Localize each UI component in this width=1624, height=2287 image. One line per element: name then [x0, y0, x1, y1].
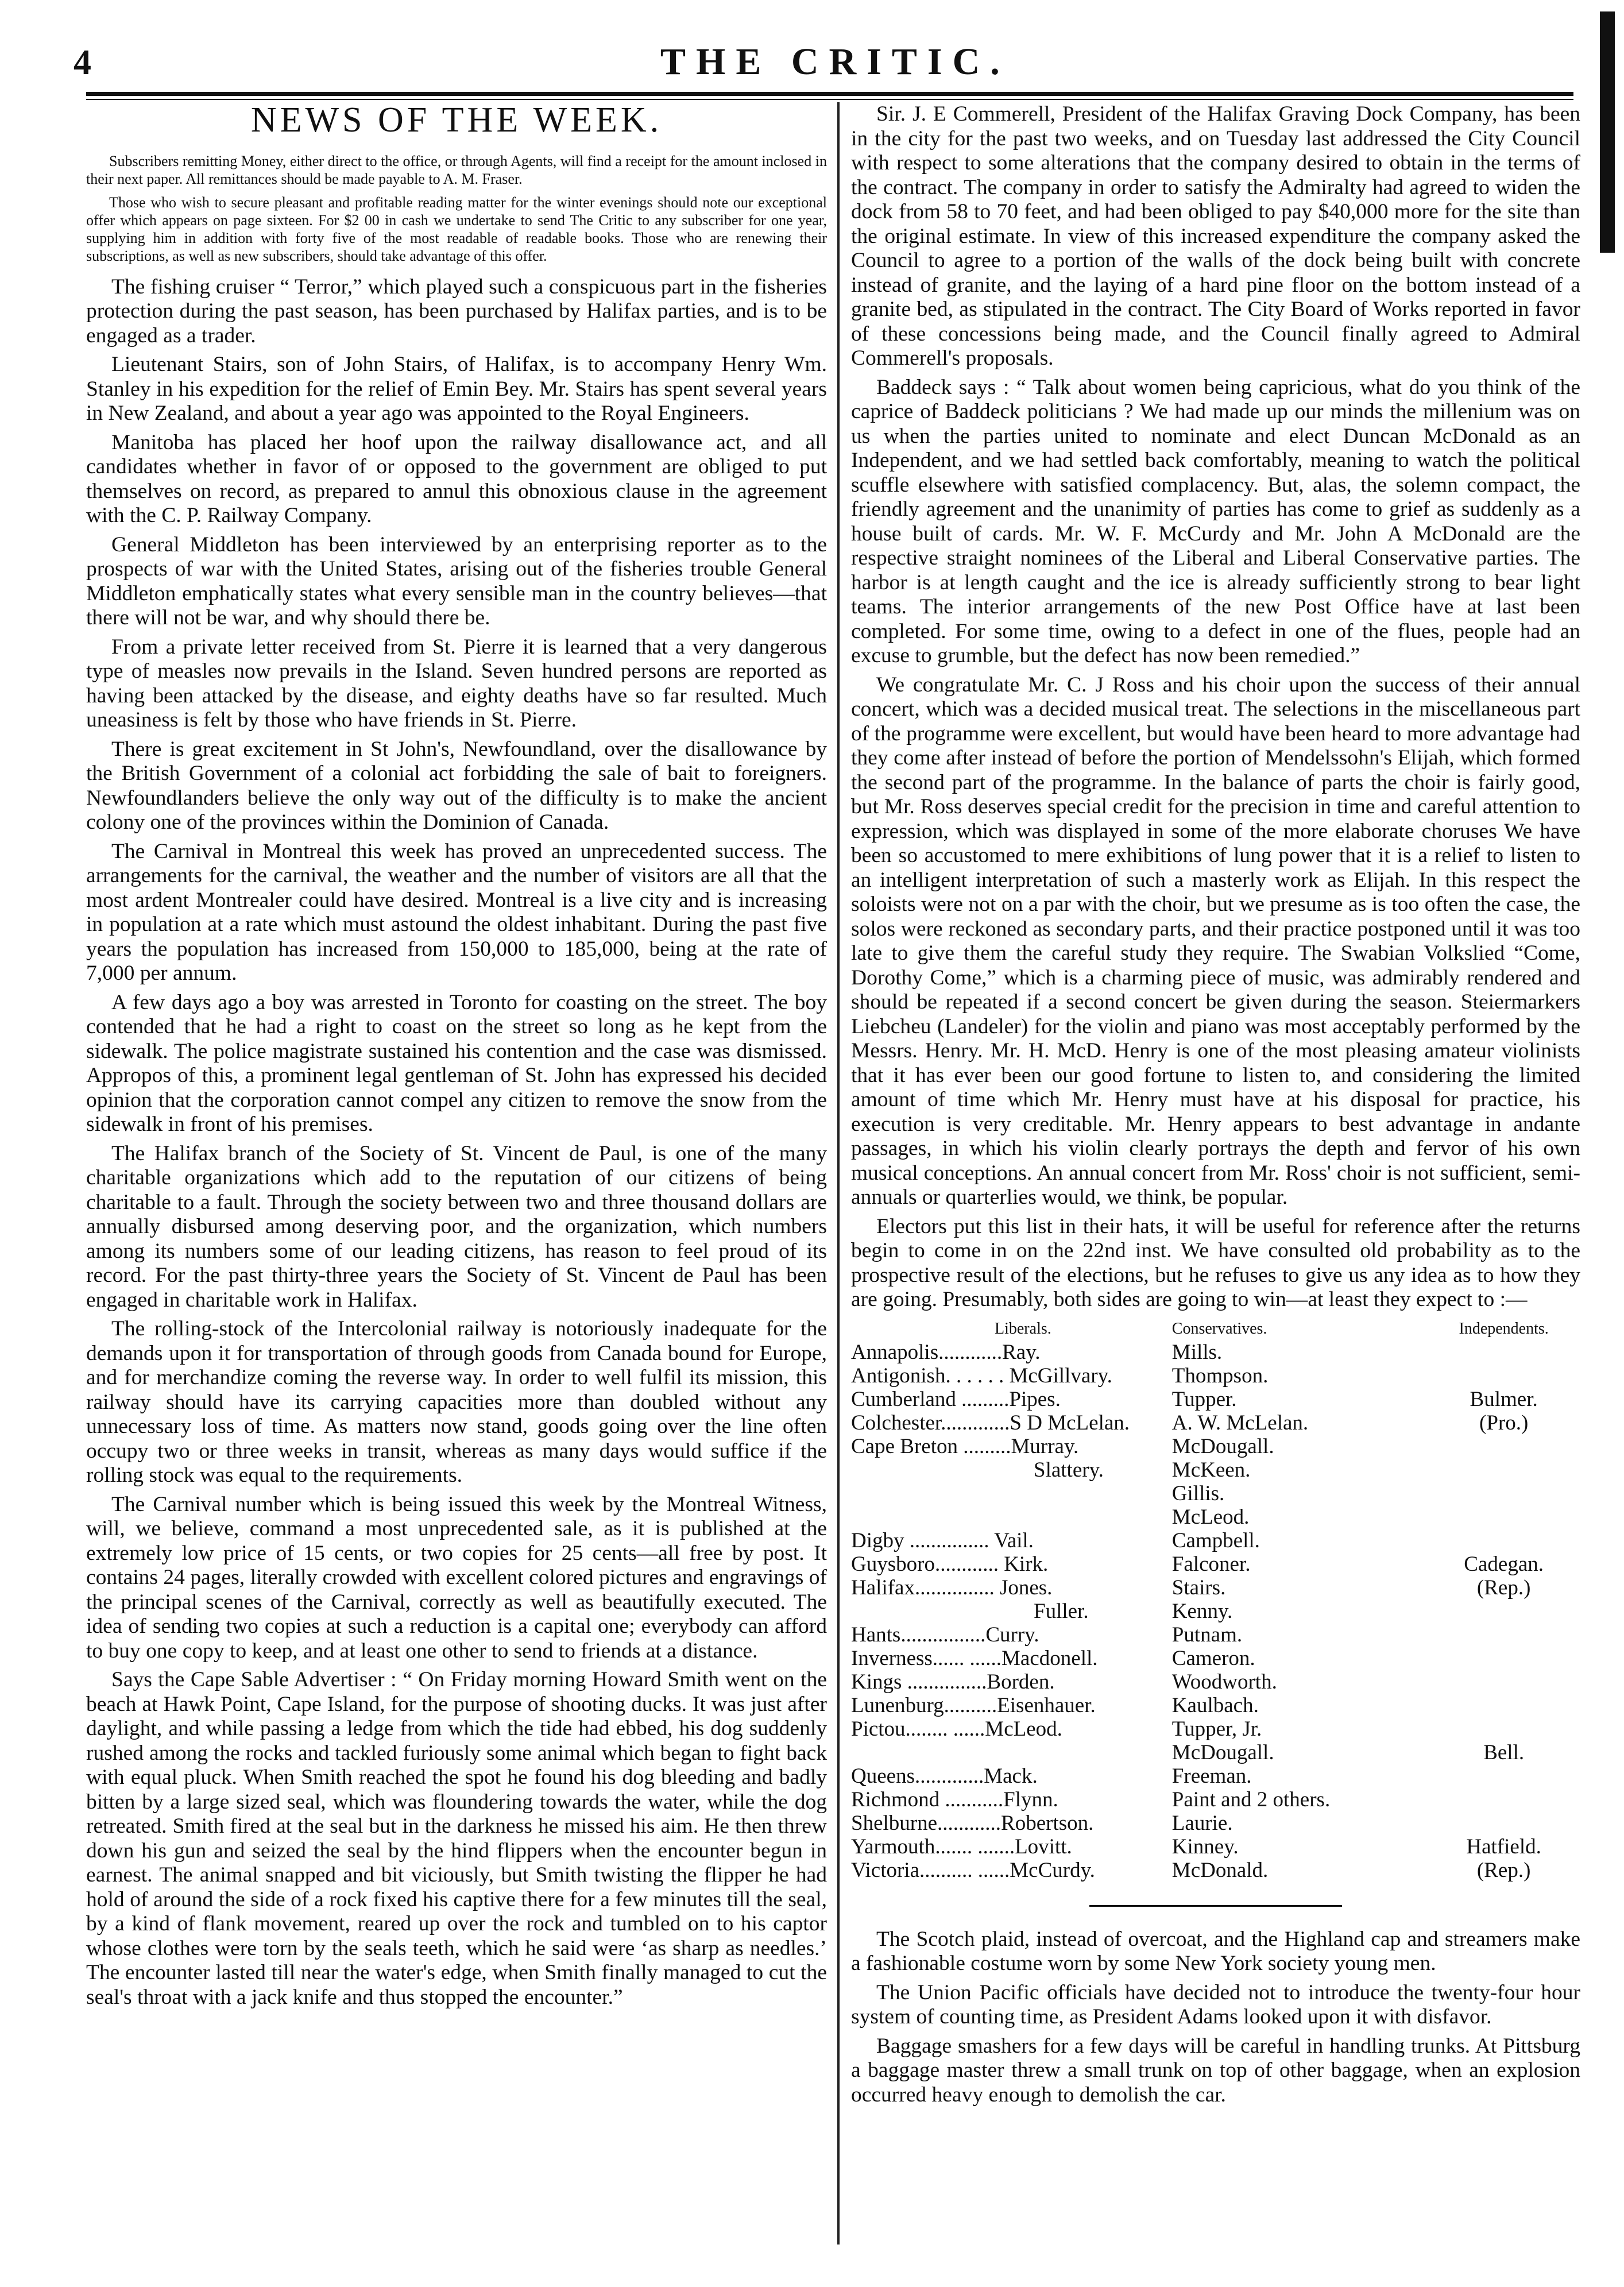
independent-cell: Bell.	[1483, 1740, 1525, 1764]
table-row	[851, 1411, 1580, 1435]
independent-cell	[1427, 1623, 1580, 1647]
table-row	[851, 1388, 1580, 1411]
independent-cell	[1427, 1435, 1580, 1458]
header-liberals: Liberals.	[995, 1319, 1051, 1338]
conservative-cell: Paint and 2 others.	[1171, 1787, 1331, 1811]
conservative-cell: Woodworth.	[1171, 1670, 1277, 1694]
independent-cell	[1427, 1811, 1580, 1835]
table-row	[851, 1435, 1580, 1458]
liberal-cell: Lunenburg..........Eisenhauer.	[851, 1693, 1096, 1717]
conservative-cell: McDougall.	[1171, 1740, 1274, 1764]
header-rule-thin	[86, 99, 1573, 100]
independent-cell	[1427, 1694, 1580, 1717]
independent-cell	[1427, 1788, 1580, 1811]
table-row	[851, 1623, 1580, 1647]
conservative-cell: Mills.	[1171, 1340, 1223, 1364]
masthead: THE CRITIC.	[660, 41, 1010, 83]
notice: Subscribers remitting Money, either direct to the office, or through Agents, will find a receipt for the amount inclosed in their next paper. All remittances should be made payable to A. M. Fraser.	[86, 152, 827, 187]
conservative-cell: McKeen.	[1171, 1458, 1251, 1482]
conservative-cell: Kinney.	[1171, 1834, 1239, 1859]
liberal-cell: Slattery.	[1034, 1458, 1104, 1482]
liberal-cell	[851, 1482, 1172, 1505]
table-row	[851, 1505, 1580, 1529]
liberal-cell: Cumberland .........Pipes.	[851, 1387, 1061, 1411]
conservative-cell: McDougall.	[1171, 1434, 1274, 1458]
table-row	[851, 1364, 1580, 1388]
liberal-cell: Hants................Curry.	[851, 1622, 1039, 1647]
news-paragraph: Lieutenant Stairs, son of John Stairs, of Halifax, is to accompany Henry Wm. Stanley in his expedition for the relief of Emin Bey. Mr. Stairs has spent several years in New Zealand, and about a year ago was appointed to the Royal Engineers.	[86, 353, 827, 425]
election-table	[851, 1317, 1580, 1882]
independent-cell: (Rep.)	[1476, 1858, 1531, 1882]
news-paragraph: Sir. J. E Commerell, President of the Halifax Graving Dock Company, has been in the city for the past two weeks, and on Tuesday last addressed the City Council with respect to some alterations that the company desired to obtain in the terms of the contract. The company in order to satisfy the Admiralty had agreed to widen the dock from 58 to 70 feet, and had been obliged to pay $40,000 more for the site than the original estimate. In view of this increased expenditure the company asked the Council to agree to a portion of the walls of the dock being built with concrete instead of granite, and the laying of a hard pine floor on the bottom instead of a granite bed, as stipulated in the contract. The City Board of Works reported in favor of these concessions being made, and the Council finally agreed to Admiral Commerell's proposals.	[851, 102, 1580, 370]
table-row	[851, 1717, 1580, 1741]
conservative-cell: Stairs.	[1171, 1575, 1226, 1600]
news-paragraph: General Middleton has been interviewed by an enterprising reporter as to the prospects of war with the United States, arising out of the fisheries trouble General Middleton emphatically states what every sensible man in the country believes—that there will not be war, and why should there be.	[86, 532, 827, 629]
conservative-cell: Cameron.	[1171, 1646, 1255, 1670]
liberal-cell: Yarmouth....... .......Lovitt.	[851, 1834, 1072, 1859]
news-paragraph: A few days ago a boy was arrested in Toronto for coasting on the street. The boy contended that he had a right to coast on the street so long as he kept from the sidewalk. The police magistrate sustained his contention and the case was dismissed. Appropos of this, a prominent legal gentleman of St. John has expressed his decided opinion that the corporation cannot compel any citizen to remove the snow from the sidewalk in front of his premises.	[86, 990, 827, 1136]
notice: Those who wish to secure pleasant and profitable reading matter for the winter evenings should note our exceptional offer which appears on page sixteen. For $2 00 in cash we undertake to send The Critic to any subscriber for one year, supplying him in addition with forty five of the most readable of readable books. Those who are renewing their subscriptions, as well as new subscribers, should take advantage of this offer.	[86, 194, 827, 264]
news-paragraph: Baggage smashers for a few days will be careful in handling trunks. At Pittsburg a baggage master threw a small trunk on top of other baggage, when an explosion occurred heavy enough to demolish the car.	[851, 2034, 1580, 2107]
conservative-cell: Falconer.	[1171, 1552, 1251, 1576]
table-row	[851, 1600, 1580, 1623]
conservative-cell: Campbell.	[1171, 1528, 1260, 1552]
independent-cell: Hatfield.	[1466, 1834, 1541, 1859]
liberal-cell: Antigonish. . . . . . McGillvary.	[851, 1363, 1112, 1388]
news-paragraph: The Scotch plaid, instead of overcoat, and the Highland cap and streamers make a fashionable costume worn by some New York society young men.	[851, 1927, 1580, 1975]
independent-cell	[1427, 1482, 1580, 1505]
liberal-cell: Halifax............... Jones.	[851, 1575, 1053, 1600]
table-row	[851, 1694, 1580, 1717]
liberal-cell: Pictou........ ......McLeod.	[851, 1717, 1062, 1741]
liberal-cell	[851, 1741, 1172, 1764]
liberal-cell	[851, 1505, 1172, 1529]
table-row	[851, 1482, 1580, 1505]
independent-cell	[1427, 1647, 1580, 1670]
news-paragraph: Manitoba has placed her hoof upon the railway disallowance act, and all candidates whether in favor of or opposed to the government are obliged to put themselves on record, as prepared to annul this obnoxious clause in the agreement with the C. P. Railway Company.	[86, 430, 827, 527]
conservative-cell: McLeod.	[1171, 1505, 1250, 1529]
liberal-cell: Colchester.............S D McLelan.	[851, 1411, 1130, 1435]
independent-cell: (Pro.)	[1479, 1411, 1529, 1435]
liberal-cell: Cape Breton .........Murray.	[851, 1434, 1079, 1458]
right-column	[851, 102, 1580, 2112]
page-number: 4	[74, 43, 91, 82]
news-paragraph: We congratulate Mr. C. J Ross and his choir upon the success of their annual concert, which was a decided musical treat. The selections in the miscellaneous part of the programme were excellent, but would have been heard to more advantage had they come after instead of before the portion of Mendelssohn's Elijah, which formed the second part of the programme. In the balance of parts the choir is fairly good, but Mr. Ross deserves special credit for the precision in time and careful attention to expression, which was displayed in some of the more elaborate choruses We have been so accustomed to mere exhibitions of lung power that it is a relief to listen to an intelligent interpretation of such a masterly work as Elijah. In this respect the soloists were not on a par with the choir, but we presume as is too often the case, the solos were reckoned as secondary parts, and their practice postponed until it was too late to give them the careful study they require. The Swabian Volkslied “Come, Dorothy Come,” which is a charming piece of music, was admirably rendered and should be repeated if a second concert be given during the season. Steiermarkers Liebcheu (Landeler) for the violin and piano was most acceptably performed by the Messrs. Henry. Mr. H. McD. Henry is one of the most pleasing amateur violinists that it has ever been our good fortune to listen to, and considering the limited amount of time which Mr. Henry must have at his disposal for practice, his execution is very creditable. Mr. Henry appears to best advantage in andante passages, in which his violin clearly portrays the depth and fervor of his own musical conceptions. An annual concert from Mr. Ross' choir is not sufficient, semi-annuals or quarterlies would, we think, be popular.	[851, 673, 1580, 1209]
conservative-cell: Freeman.	[1171, 1764, 1252, 1788]
liberal-cell: Digby ............... Vail.	[851, 1528, 1034, 1552]
news-paragraph: Says the Cape Sable Advertiser : “ On Friday morning Howard Smith went on the beach at Hawk Point, Cape Island, for the purpose of shooting ducks. It was just after daylight, and while passing a ledge from which the tide had ebbed, his dog suddenly rushed among the rocks and tackled furiously some animal which began to fight back with equal pluck. When Smith reached the spot he found his dog bleeding and badly bitten by a large sized seal, which was floundering towards the water, while the dog retreated. Smith fired at the seal but in the darkness he missed his aim. He then threw down his gun and seized the seal by the hind flippers when the encounter begun in earnest. The animal snapped and bit viciously, but Smith twisting the flipper he had hold of around the side of a rock fixed his captive there for a few minutes till the seal, by a kind of flank movement, reared up over the rock and tumbled on to his captor whose clothes were torn by the seals teeth, which he said were ‘as sharp as needles.’ The encounter lasted till near the water's edge, when Smith finally managed to cut the seal's throat with a jack knife and thus stopped the encounter.”	[86, 1668, 827, 2009]
table-row	[851, 1670, 1580, 1694]
table-row	[851, 1340, 1580, 1364]
conservative-cell: Gillis.	[1171, 1481, 1225, 1505]
table-row	[851, 1576, 1580, 1600]
independent-cell	[1427, 1364, 1580, 1388]
liberal-cell: Kings ...............Borden.	[851, 1670, 1055, 1694]
conservative-cell: Kenny.	[1171, 1599, 1233, 1623]
liberal-cell: Shelburne............Robertson.	[851, 1811, 1094, 1835]
independent-cell	[1427, 1458, 1580, 1482]
table-row	[851, 1811, 1580, 1835]
header-rule	[86, 92, 1573, 96]
news-paragraph: The Union Pacific officials have decided not to introduce the twenty-four hour system of counting time, as President Adams looked upon it with disfavor.	[851, 1980, 1580, 2029]
left-column	[86, 102, 827, 2014]
page-edge-bar	[1600, 11, 1615, 253]
independent-cell: (Rep.)	[1476, 1575, 1531, 1600]
liberal-cell: Annapolis............Ray.	[851, 1340, 1041, 1364]
liberal-cell: Inverness...... ......Macdonell.	[851, 1646, 1098, 1670]
election-table-header	[851, 1317, 1580, 1340]
header-independents: Independents.	[1459, 1319, 1549, 1338]
section-title: NEWS OF THE WEEK.	[250, 101, 663, 140]
news-paragraph: There is great excitement in St John's, Newfoundland, over the disallowance by the British Government of a colonial act forbidding the sale of bait to foreigners. Newfoundlanders believe the only way out of the difficulty is to make the ancient colony one of the provinces within the Dominion of Canada.	[86, 737, 827, 834]
conservative-cell: Tupper.	[1171, 1387, 1237, 1411]
news-paragraph: From a private letter received from St. Pierre it is learned that a very dangerous type of measles now prevails in the Island. Seven hundred persons are reported as having been attacked by the disease, and eighty deaths have so far resulted. Much uneasiness is felt by those who have friends in St. Pierre.	[86, 635, 827, 732]
election-table-body	[851, 1340, 1580, 1882]
column-divider	[837, 102, 840, 2244]
news-paragraph: The fishing cruiser “ Terror,” which played such a conspicuous part in the fisheries protection during the past season, has been purchased by Halifax parties, and is to be engaged as a trader.	[86, 275, 827, 347]
table-row	[851, 1764, 1580, 1788]
section-rule	[1089, 1905, 1342, 1907]
conservative-cell: Kaulbach.	[1171, 1693, 1259, 1717]
independent-cell	[1427, 1764, 1580, 1788]
liberal-cell: Victoria.......... ......McCurdy.	[851, 1858, 1095, 1882]
conservative-cell: Putnam.	[1171, 1622, 1243, 1647]
table-row	[851, 1458, 1580, 1482]
header-conservatives: Conservatives.	[1171, 1319, 1267, 1338]
news-paragraph: The Halifax branch of the Society of St. Vincent de Paul, is one of the many charitable organizations which add to the reputation of our citizens of being charitable to a fault. Through the society between two and three thousand dollars are annually disbursed among deserving poor, and the organization, which numbers among its numbers some of our leading citizens, has reason to feel proud of its record. For the past thirty-three years the Society of St. Vincent de Paul has been engaged in charitable work in Halifax.	[86, 1141, 827, 1312]
independent-cell	[1427, 1340, 1580, 1364]
table-row	[851, 1741, 1580, 1764]
news-paragraph: The Carnival number which is being issued this week by the Montreal Witness, will, we believe, command a most unprecedented sale, as it is published at the extremely low price of 15 cents, or two copies for 25 cents—all free by post. It contains 24 pages, literally crowded with excellent colored pictures and engravings of the principal scenes of the Carnival, correctly as well as beautifully executed. The idea of sending two copies at such a reduction is a capital one; everybody can afford to buy one copy to keep, and at least one other to send to friends at a distance.	[86, 1492, 827, 1663]
conservative-cell: McDonald.	[1171, 1858, 1269, 1882]
liberal-cell: Queens.............Mack.	[851, 1764, 1038, 1788]
table-row	[851, 1529, 1580, 1552]
independent-cell	[1427, 1505, 1580, 1529]
independent-cell: Bulmer.	[1470, 1387, 1538, 1411]
news-paragraph: Baddeck says : “ Talk about women being capricious, what do you think of the caprice of Baddeck politicians ? We had made up our minds the millenium was on us when the parties united to nominate and elect Duncan McDonald as an Independent, and we had settled back comfortably, meaning to watch the political scuffle elsewhere with satisfied complacency. But, alas, the solemn compact, the friendly agreement and the unanimity of parties has come to grief as suddenly as a house built of cards. Mr. W. F. McCurdy and Mr. John A McDonald are the respective straight nominees of the Liberal and Liberal Conservative parties. The harbor is at length caught and the ice is already sufficiently strong to bear light teams. The interior arrangements of the new Post Office have at last been completed. For some time, owing to a defect in one of the flues, people had an excuse to grumble, but the defect has now been remedied.”	[851, 375, 1580, 667]
news-paragraph: The rolling-stock of the Intercolonial railway is notoriously inadequate for the demands upon it for transportation of through goods from Canada bound for Europe, and for merchandize coming the reverse way. In order to well fulfil its mission, this railway should have its carrying capacities more than doubled without any unnecessary loss of time. As matters now stand, goods going over the line often occupy two or three weeks in transit, whereas as many days would suffice if the rolling stock was equal to the requirements.	[86, 1317, 827, 1487]
independent-cell	[1427, 1717, 1580, 1741]
liberal-cell: Richmond ...........Flynn.	[851, 1787, 1058, 1811]
conservative-cell: Thompson.	[1171, 1363, 1269, 1388]
table-row	[851, 1835, 1580, 1859]
liberal-cell: Fuller.	[1034, 1599, 1089, 1623]
independent-cell	[1427, 1670, 1580, 1694]
table-row	[851, 1552, 1580, 1576]
news-paragraph: The Carnival in Montreal this week has proved an unprecedented success. The arrangements for the carnival, the weather and the number of visitors are all that the most ardent Montrealer could have desired. Montreal is a live city and is increasing in population at a rate which must astound the oldest inhabitant. During the past five years the population has increased from 150,000 to 185,000, being at the rate of 7,000 per annum.	[86, 839, 827, 985]
conservative-cell: Tupper, Jr.	[1171, 1717, 1262, 1741]
table-row	[851, 1788, 1580, 1811]
independent-cell: Cadegan.	[1464, 1552, 1544, 1576]
conservative-cell: Laurie.	[1171, 1811, 1233, 1835]
independent-cell	[1427, 1529, 1580, 1552]
liberal-cell: Guysboro............ Kirk.	[851, 1552, 1049, 1576]
news-paragraph: Electors put this list in their hats, it will be useful for reference after the returns begin to come in on the 22nd inst. We have consulted old probability as to the prospective result of the elections, but he refuses to give us any idea as to how they are going. Presumably, both sides are going to win—at least they expect to :—	[851, 1214, 1580, 1311]
conservative-cell: A. W. McLelan.	[1171, 1411, 1309, 1435]
table-row	[851, 1647, 1580, 1670]
independent-cell	[1427, 1600, 1580, 1623]
table-row	[851, 1859, 1580, 1882]
